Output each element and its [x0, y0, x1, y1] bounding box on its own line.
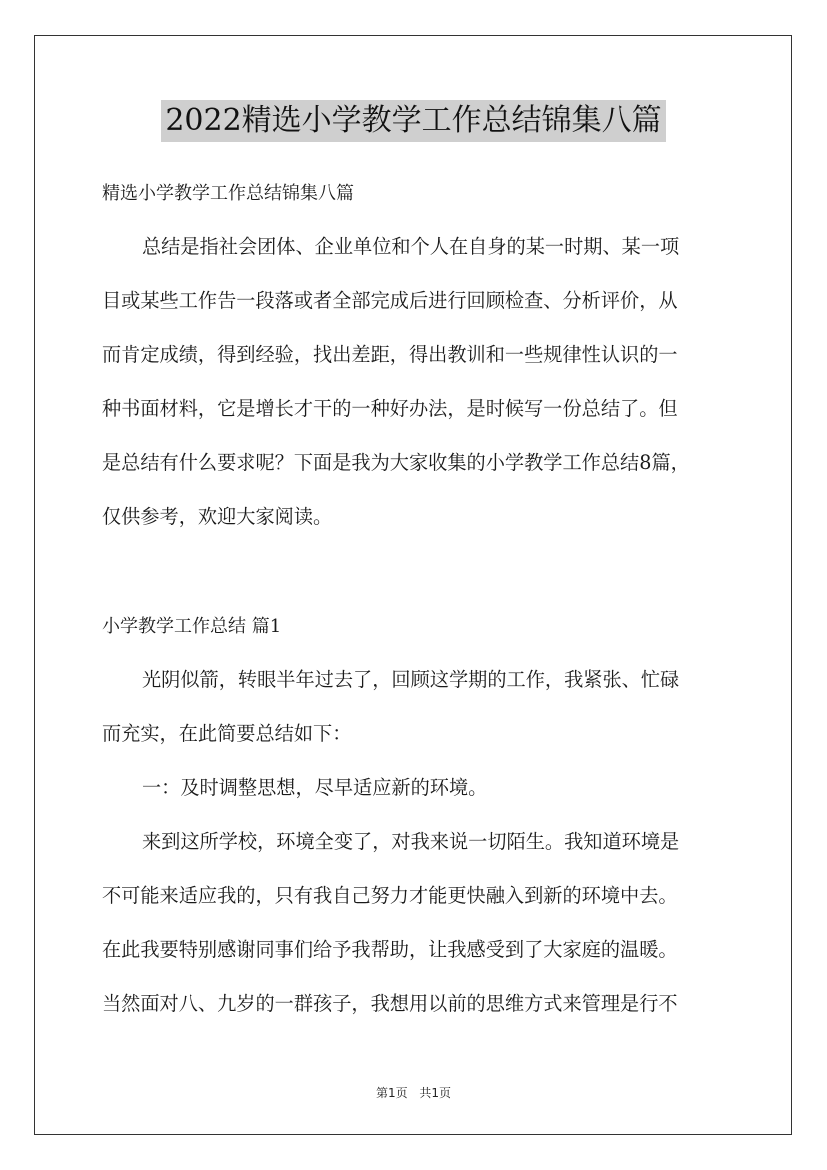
point-1 [102, 761, 742, 815]
paragraph-2 [102, 815, 742, 1031]
intro-paragraph [102, 220, 742, 544]
document-title: 2022精选小学教学工作总结锦集八篇 [161, 100, 665, 142]
point-line: 一：及时调整思想，尽早适应新的环境。 [142, 776, 488, 799]
paragraph-line: 当然面对八、九岁的一群孩子，我想用以前的思维方式来管理是行不 [102, 992, 678, 1015]
document-subtitle: 精选小学教学工作总结锦集八篇 [102, 183, 354, 204]
paragraph-line: 在此我要特别感谢同事们给予我帮助，让我感受到了大家庭的温暖。 [102, 938, 678, 961]
intro-line: 总结是指社会团体、企业单位和个人在自身的某一时期、某一项 [142, 235, 680, 258]
paragraph-line: 不可能来适应我的，只有我自己努力才能更快融入到新的环境中去。 [102, 884, 678, 907]
intro-line: 仅供参考，欢迎大家阅读。 [102, 505, 333, 528]
page-total: 共1页 [419, 1086, 452, 1100]
page-footer [0, 1084, 827, 1101]
section-heading: 小学教学工作总结 篇1 [102, 616, 282, 637]
title-container [0, 100, 827, 142]
intro-line: 种书面材料，它是增长才干的一种好办法，是时候写一份总结了。但 [102, 397, 678, 420]
intro-line: 而肯定成绩，得到经验，找出差距，得出教训和一些规律性认识的一 [102, 343, 678, 366]
paragraph-line: 光阴似箭，转眼半年过去了，回顾这学期的工作，我紧张、忙碌 [142, 668, 680, 691]
intro-line: 是总结有什么要求呢？下面是我为大家收集的小学教学工作总结8篇， [102, 451, 690, 474]
paragraph-line: 而充实，在此简要总结如下： [102, 722, 352, 745]
page-current: 第1页 [375, 1086, 408, 1100]
paragraph-1 [102, 653, 742, 761]
paragraph-line: 来到这所学校，环境全变了，对我来说一切陌生。我知道环境是 [142, 830, 680, 853]
intro-line: 目或某些工作告一段落或者全部完成后进行回顾检查、分析评价，从 [102, 289, 678, 312]
